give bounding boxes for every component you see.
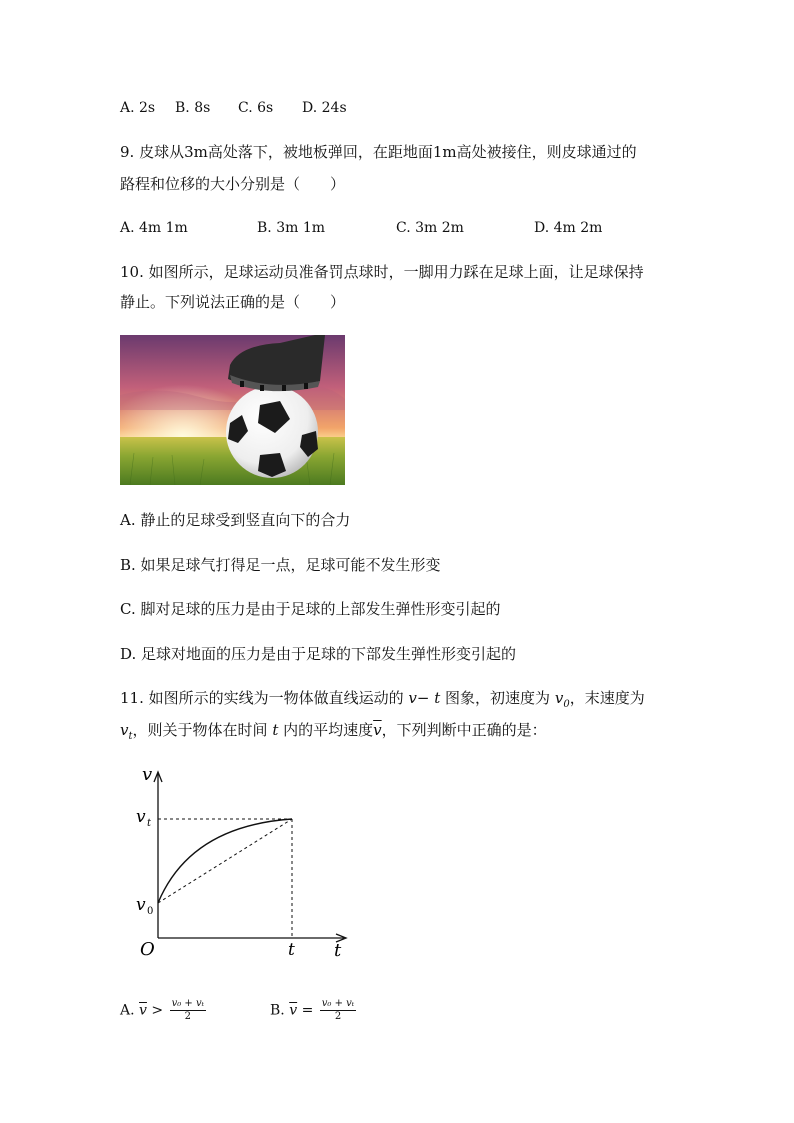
q10-stem-line1: 10. 如图所示，足球运动员准备罚点球时，一脚用力踩在足球上面，让足球保持 — [120, 263, 644, 281]
vt-label-sub: t — [147, 818, 152, 829]
football-photo — [120, 335, 345, 485]
q11-vt-symbol: v− t — [408, 689, 441, 707]
q11-option-a-prefix: A. — [120, 1002, 135, 1019]
q9-option-c: C. 3m 2m — [396, 220, 464, 236]
q11-option-a — [120, 998, 206, 1023]
q9-stem-line2: 路程和位移的大小分别是（ ） — [120, 175, 346, 193]
q11-option-b-denominator: 2 — [334, 1011, 342, 1022]
v0-label: v — [136, 895, 146, 915]
q11-vt-final-symbol: $v_t$ — [120, 721, 133, 742]
q11-option-b-prefix: B. — [270, 1002, 285, 1019]
q11-option-a-denominator: 2 — [184, 1011, 192, 1022]
q11-text: ，末速度为 — [569, 689, 645, 707]
v0-label-sub: 0 — [147, 906, 154, 917]
origin-label: O — [140, 939, 155, 960]
q11-v0-symbol: $v_0$ — [554, 689, 570, 710]
q9-option-a: A. 4m 1m — [120, 220, 188, 236]
q11-text: 图象，初速度为 — [445, 689, 551, 707]
q10-option-d: D. 足球对地面的压力是由于足球的下部发生弹性形变引起的 — [120, 645, 517, 663]
q10-option-b: B. 如果足球气打得足一点，足球可能不发生形变 — [120, 556, 441, 574]
q11-text: 11. 如图所示的实线为一物体做直线运动的 — [120, 689, 404, 707]
q10-option-c: C. 脚对足球的压力是由于足球的上部发生弹性形变引起的 — [120, 600, 501, 618]
x-axis-label: t — [334, 940, 342, 960]
uniform-acceleration-line — [158, 819, 292, 903]
q11-option-b — [270, 998, 356, 1023]
q10-stem-line2: 静止。下列说法正确的是（ ） — [120, 293, 346, 311]
q11-stem-line1 — [120, 688, 645, 715]
q10-option-a: A. 静止的足球受到竖直向下的合力 — [120, 511, 351, 529]
q11-text: ，则关于物体在时间 — [132, 721, 268, 739]
t-tick-label: t — [288, 940, 295, 960]
q11-option-a-numerator: v₀ + vₜ — [171, 998, 205, 1009]
q11-vbar-symbol: $\overline{v}$ — [373, 721, 382, 739]
q11-option-b-vbar: $\overline{v}$ — [289, 1002, 298, 1019]
q11-option-b-relation: = — [301, 1002, 314, 1019]
y-axis-label: v — [142, 764, 153, 785]
q11-text: ，下列判断中正确的是： — [381, 721, 547, 739]
vt-graph-svg — [120, 760, 360, 960]
q11-option-a-fraction — [170, 998, 207, 1023]
q8-option-c: C. 6s — [238, 100, 274, 116]
vt-graph — [120, 760, 360, 964]
q11-option-a-relation: > — [151, 1002, 164, 1019]
q11-text: 内的平均速度 — [283, 721, 374, 739]
vt-label: v — [136, 807, 146, 827]
q8-option-a: A. 2s — [120, 100, 156, 116]
q9-stem-line1: 9. 皮球从3m高处落下，被地板弹回，在距地面1m高处被接住，则皮球通过的 — [120, 143, 637, 161]
q11-option-b-numerator: v₀ + vₜ — [321, 998, 355, 1009]
q8-option-b: B. 8s — [175, 100, 211, 116]
q9-option-b: B. 3m 1m — [257, 220, 326, 236]
q11-stem-line2 — [120, 720, 547, 747]
q11-option-a-vbar: $\overline{v}$ — [139, 1002, 147, 1019]
q8-option-d: D. 24s — [302, 100, 347, 116]
q11-option-b-fraction — [320, 998, 357, 1023]
q11-t-symbol: t — [272, 721, 279, 739]
q9-option-d: D. 4m 2m — [534, 220, 603, 236]
football-photo-illustration — [120, 335, 345, 485]
